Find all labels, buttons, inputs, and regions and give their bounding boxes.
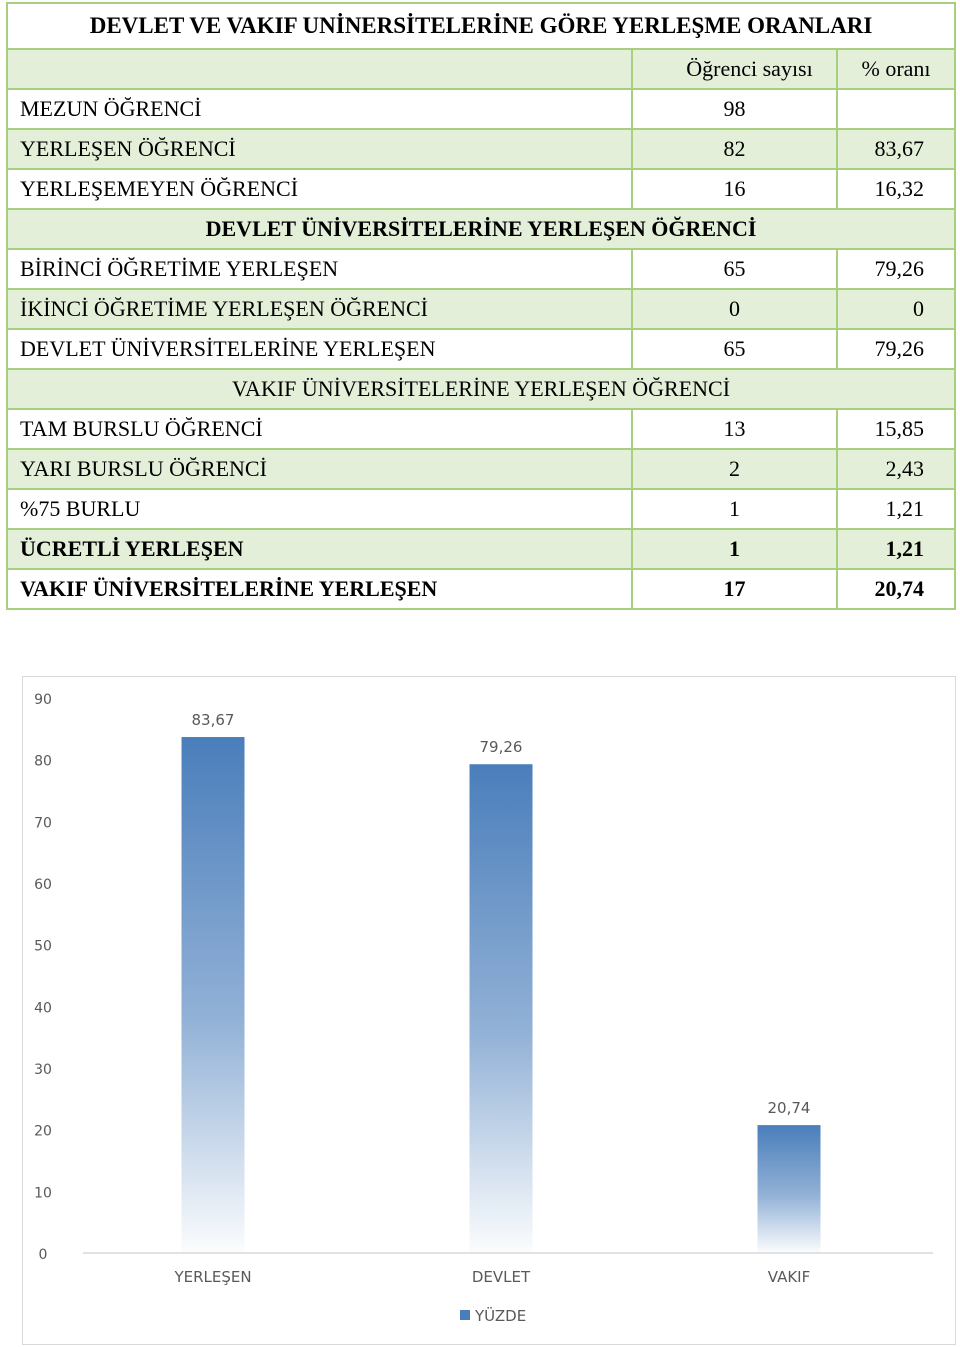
placement-table (6, 2, 956, 610)
table-row (7, 489, 955, 529)
row-label: MEZUN ÖĞRENCİ (7, 89, 632, 129)
table-row (7, 249, 955, 289)
row-percent: 83,67 (837, 129, 955, 169)
row-count: 1 (632, 529, 837, 569)
y-tick-label: 30 (34, 1062, 52, 1078)
row-percent: 2,43 (837, 449, 955, 489)
row-percent (837, 89, 955, 129)
bar (470, 764, 533, 1253)
row-count: 13 (632, 409, 837, 449)
row-percent: 79,26 (837, 249, 955, 289)
y-tick-label: 90 (34, 692, 52, 708)
table-row (7, 409, 955, 449)
row-percent: 1,21 (837, 489, 955, 529)
placement-table-container (6, 2, 954, 610)
row-count: 65 (632, 249, 837, 289)
row-label: İKİNCİ ÖĞRETİME YERLEŞEN ÖĞRENCİ (7, 289, 632, 329)
table-row (7, 89, 955, 129)
row-label: YERLEŞEN ÖĞRENCİ (7, 129, 632, 169)
row-count: 98 (632, 89, 837, 129)
row-percent: 1,21 (837, 529, 955, 569)
row-count: 0 (632, 289, 837, 329)
legend-label: YÜZDE (475, 1307, 527, 1325)
row-count: 2 (632, 449, 837, 489)
row-label: BİRİNCİ ÖĞRETİME YERLEŞEN (7, 249, 632, 289)
row-percent: 79,26 (837, 329, 955, 369)
bar (182, 737, 245, 1253)
y-tick-label: 0 (38, 1247, 48, 1263)
table-row (7, 329, 955, 369)
table-title-row (7, 3, 955, 49)
data-label: 79,26 (479, 738, 523, 757)
bar-chart (22, 676, 956, 1345)
data-label: 83,67 (191, 711, 235, 730)
table-row (7, 569, 955, 609)
row-label: YERLEŞEMEYEN ÖĞRENCİ (7, 169, 632, 209)
bar (758, 1125, 821, 1253)
row-label: YARI BURSLU ÖĞRENCİ (7, 449, 632, 489)
row-count: 65 (632, 329, 837, 369)
vakif-section-row (7, 369, 955, 409)
row-percent: 16,32 (837, 169, 955, 209)
row-percent: 20,74 (837, 569, 955, 609)
data-label: 20,74 (767, 1099, 811, 1118)
table-row (7, 529, 955, 569)
table-row (7, 129, 955, 169)
x-tick-label: DEVLET (471, 1268, 531, 1286)
y-tick-label: 40 (34, 1000, 52, 1017)
row-count: 82 (632, 129, 837, 169)
row-percent: 0 (837, 289, 955, 329)
row-label: DEVLET ÜNİVERSİTELERİNE YERLEŞEN (7, 329, 632, 369)
legend-swatch (460, 1310, 470, 1320)
row-label: %75 BURLU (7, 489, 632, 529)
row-count: 16 (632, 169, 837, 209)
y-tick-label: 20 (34, 1123, 52, 1140)
bar-chart-svg (23, 677, 955, 1344)
x-tick-label: YERLEŞEN (174, 1268, 252, 1286)
y-tick-label: 60 (34, 877, 52, 893)
header-student-count: Öğrenci sayısı (632, 49, 837, 89)
header-percent: % oranı (837, 49, 955, 89)
table-row (7, 289, 955, 329)
table-title: DEVLET VE VAKIF UNİNERSİTELERİNE GÖRE YERLEŞME ORANLARI (7, 3, 955, 49)
table-row (7, 169, 955, 209)
row-label: ÜCRETLİ YERLEŞEN (7, 529, 632, 569)
row-count: 1 (632, 489, 837, 529)
y-tick-label: 10 (34, 1185, 52, 1202)
row-percent: 15,85 (837, 409, 955, 449)
row-label: TAM BURSLU ÖĞRENCİ (7, 409, 632, 449)
y-tick-label: 70 (34, 815, 52, 832)
table-row (7, 449, 955, 489)
row-label: VAKIF ÜNİVERSİTELERİNE YERLEŞEN (7, 569, 632, 609)
devlet-section-heading: DEVLET ÜNİVERSİTELERİNE YERLEŞEN ÖĞRENCİ (7, 209, 955, 249)
vakif-section-heading: VAKIF ÜNİVERSİTELERİNE YERLEŞEN ÖĞRENCİ (7, 369, 955, 409)
y-tick-label: 50 (34, 938, 52, 955)
table-header-row (7, 49, 955, 89)
row-count: 17 (632, 569, 837, 609)
x-tick-label: VAKIF (767, 1268, 811, 1286)
y-tick-label: 80 (34, 753, 52, 770)
devlet-section-row (7, 209, 955, 249)
header-empty-cell (7, 49, 632, 89)
